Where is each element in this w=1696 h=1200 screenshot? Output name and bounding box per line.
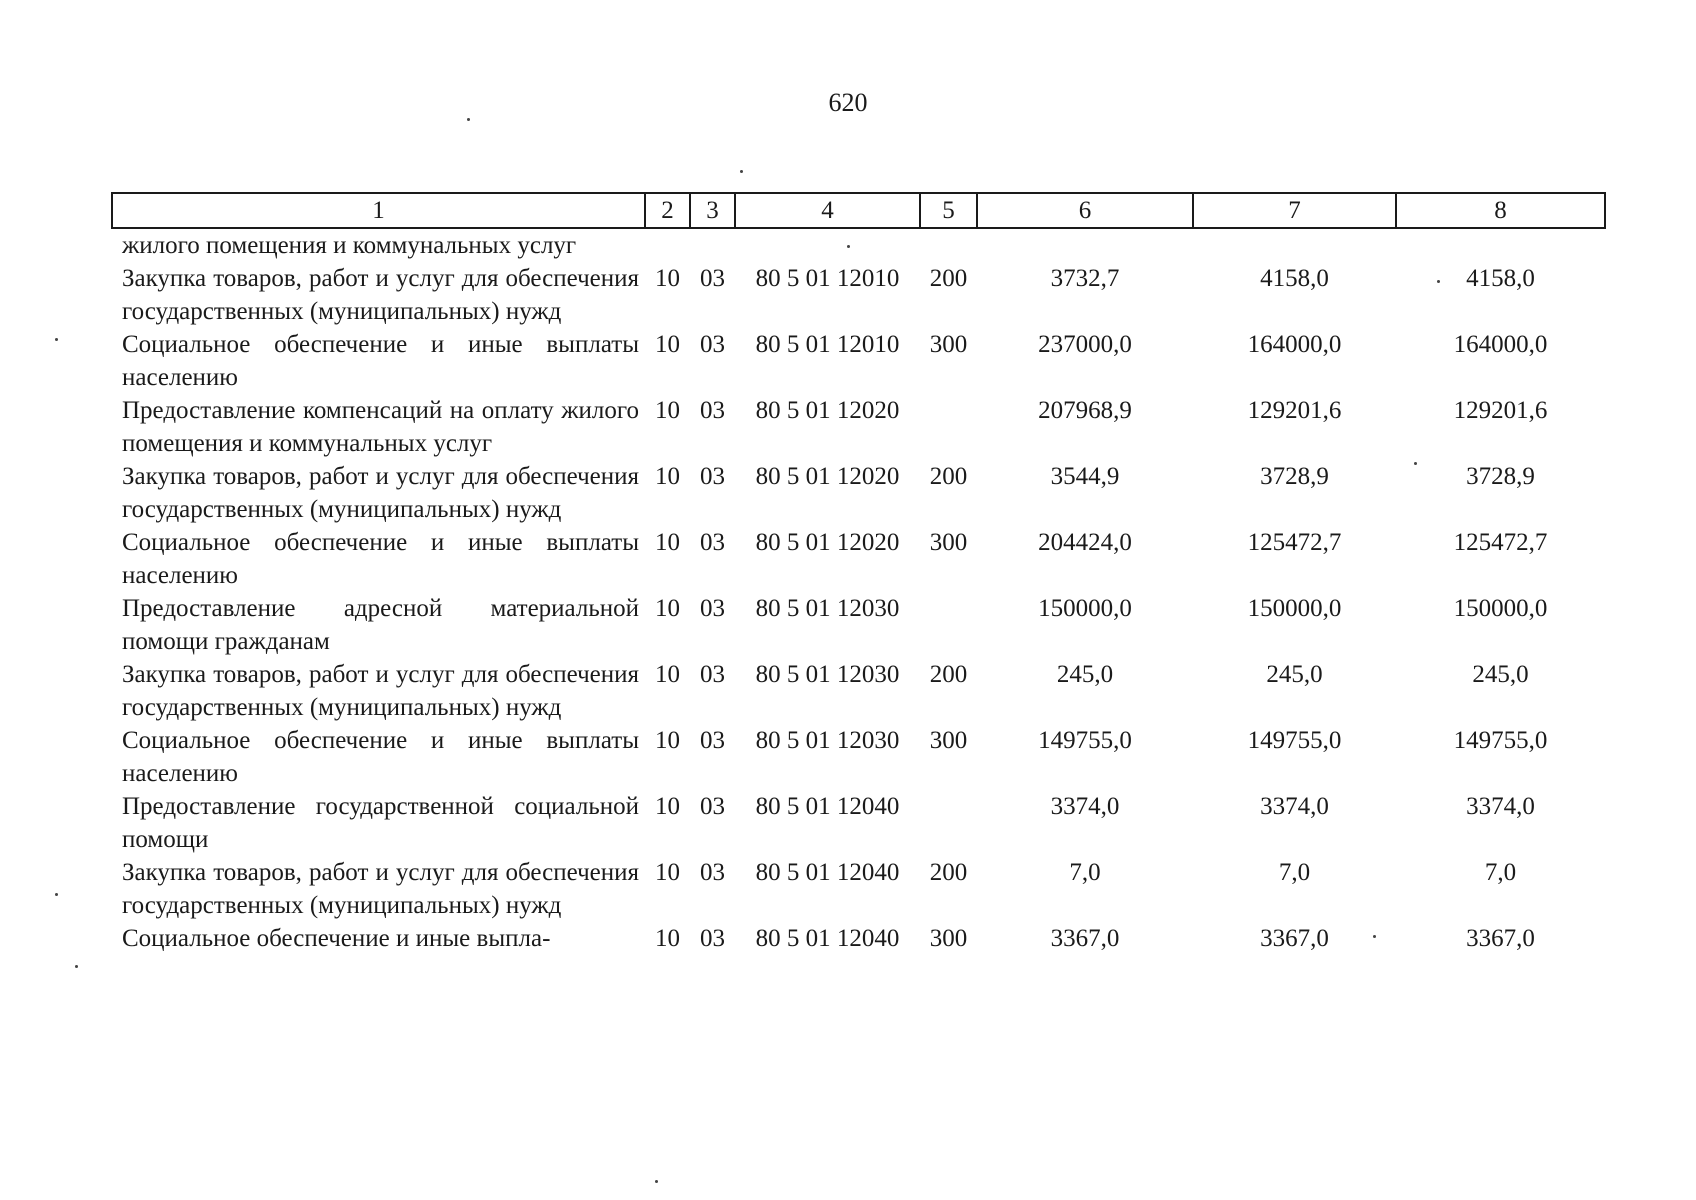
cell-c6: 204424,0 bbox=[1038, 529, 1132, 556]
cell-c5: 200 bbox=[929, 265, 968, 292]
cell-c5 bbox=[920, 394, 977, 460]
cell-c6: 237000,0 bbox=[1038, 331, 1132, 358]
page-number: 620 bbox=[828, 88, 868, 117]
table-row bbox=[112, 328, 1605, 394]
table-row bbox=[112, 922, 1605, 955]
cell-c3: 03 bbox=[700, 727, 725, 754]
row-name: Социальное обеспечение и иные выплаты населению bbox=[122, 727, 639, 787]
cell-c7: 3728,9 bbox=[1260, 463, 1329, 490]
cell-c7 bbox=[1193, 228, 1396, 262]
cell-c8 bbox=[1396, 228, 1605, 262]
cell-c6: 149755,0 bbox=[1038, 727, 1132, 754]
cell-c4: 80 5 01 12010 bbox=[755, 265, 900, 292]
cell-c2: 10 bbox=[655, 925, 680, 952]
row-name: Закупка товаров, работ и услуг для обеспечения государственных (муниципальных) нужд bbox=[122, 265, 639, 325]
column-header: 4 bbox=[735, 193, 920, 228]
cell-c5 bbox=[920, 790, 977, 856]
cell-c8: 3374,0 bbox=[1466, 793, 1535, 820]
cell-c8: 164000,0 bbox=[1453, 331, 1548, 358]
budget-table bbox=[111, 192, 1606, 955]
scan-speck bbox=[1437, 280, 1440, 283]
column-header: 5 bbox=[920, 193, 977, 228]
cell-c2: 10 bbox=[655, 397, 680, 424]
column-header: 6 bbox=[977, 193, 1193, 228]
cell-c2: 10 bbox=[655, 859, 680, 886]
cell-c4: 80 5 01 12040 bbox=[755, 859, 900, 886]
cell-c2: 10 bbox=[655, 265, 680, 292]
row-name: Социальное обеспечение и иные выплаты населению bbox=[122, 529, 639, 589]
cell-c5: 300 bbox=[929, 727, 968, 754]
cell-c8: 3728,9 bbox=[1466, 463, 1535, 490]
cell-c7: 3367,0 bbox=[1260, 925, 1329, 952]
cell-c6: 7,0 bbox=[1069, 859, 1101, 886]
cell-c2: 10 bbox=[655, 661, 680, 688]
cell-c3: 03 bbox=[700, 925, 725, 952]
cell-c3: 03 bbox=[700, 331, 725, 358]
cell-c2: 10 bbox=[655, 727, 680, 754]
row-name: жилого помещения и коммунальных услуг bbox=[122, 232, 577, 259]
scan-speck bbox=[55, 338, 58, 341]
cell-c3: 03 bbox=[700, 265, 725, 292]
cell-c6: 150000,0 bbox=[1038, 595, 1132, 622]
table-row bbox=[112, 790, 1605, 856]
cell-c5: 200 bbox=[929, 661, 968, 688]
cell-c8: 149755,0 bbox=[1453, 727, 1548, 754]
cell-c3 bbox=[690, 228, 735, 262]
cell-c4: 80 5 01 12020 bbox=[755, 397, 900, 424]
table-row bbox=[112, 592, 1605, 658]
table-row bbox=[112, 658, 1605, 724]
table-row bbox=[112, 526, 1605, 592]
cell-c7: 164000,0 bbox=[1247, 331, 1342, 358]
cell-c7: 3374,0 bbox=[1260, 793, 1329, 820]
scan-speck bbox=[1414, 462, 1417, 465]
scan-speck bbox=[740, 170, 743, 173]
cell-c4: 80 5 01 12040 bbox=[755, 793, 900, 820]
cell-c6: 207968,9 bbox=[1038, 397, 1132, 424]
table-row bbox=[112, 724, 1605, 790]
cell-c3: 03 bbox=[700, 859, 725, 886]
cell-c4 bbox=[735, 228, 920, 262]
row-name: Социальное обеспечение и иные выпла- bbox=[122, 925, 551, 952]
table-row bbox=[112, 856, 1605, 922]
cell-c4: 80 5 01 12020 bbox=[755, 463, 900, 490]
table-row bbox=[112, 228, 1605, 262]
cell-c7: 129201,6 bbox=[1247, 397, 1342, 424]
cell-c3: 03 bbox=[700, 397, 725, 424]
row-name: Закупка товаров, работ и услуг для обеспечения государственных (муниципальных) нужд bbox=[122, 463, 639, 523]
column-header: 8 bbox=[1396, 193, 1605, 228]
cell-c6: 245,0 bbox=[1056, 661, 1114, 688]
column-header: 2 bbox=[645, 193, 690, 228]
cell-c6: 3367,0 bbox=[1050, 925, 1120, 952]
cell-c2: 10 bbox=[655, 793, 680, 820]
cell-c6: 3732,7 bbox=[1050, 265, 1120, 292]
cell-c5: 200 bbox=[929, 463, 968, 490]
cell-c3: 03 bbox=[700, 529, 725, 556]
cell-c4: 80 5 01 12040 bbox=[755, 925, 900, 952]
cell-c8: 150000,0 bbox=[1453, 595, 1548, 622]
cell-c5 bbox=[920, 592, 977, 658]
cell-c8: 4158,0 bbox=[1466, 265, 1535, 292]
scan-speck bbox=[655, 1180, 658, 1183]
table-row bbox=[112, 394, 1605, 460]
cell-c4: 80 5 01 12020 bbox=[755, 529, 900, 556]
cell-c3: 03 bbox=[700, 661, 725, 688]
row-name: Предоставление государственной социальной помощи bbox=[122, 793, 639, 853]
cell-c2: 10 bbox=[655, 529, 680, 556]
cell-c4: 80 5 01 12030 bbox=[755, 595, 900, 622]
cell-c5: 200 bbox=[929, 859, 968, 886]
table-header-row bbox=[112, 193, 1605, 228]
row-name: Закупка товаров, работ и услуг для обеспечения государственных (муниципальных) нужд bbox=[122, 859, 639, 919]
cell-c2 bbox=[645, 228, 690, 262]
cell-c5: 300 bbox=[929, 925, 968, 952]
cell-c6: 3374,0 bbox=[1050, 793, 1120, 820]
scan-speck bbox=[467, 118, 470, 121]
row-name: Предоставление компенсаций на оплату жилого помещения и коммунальных услуг bbox=[122, 397, 639, 457]
cell-c8: 125472,7 bbox=[1453, 529, 1548, 556]
row-name: Социальное обеспечение и иные выплаты населению bbox=[122, 331, 639, 391]
cell-c6: 3544,9 bbox=[1050, 463, 1120, 490]
cell-c7: 150000,0 bbox=[1247, 595, 1342, 622]
cell-c7: 4158,0 bbox=[1260, 265, 1329, 292]
cell-c6 bbox=[977, 228, 1193, 262]
cell-c7: 7,0 bbox=[1278, 859, 1311, 886]
cell-c2: 10 bbox=[655, 595, 680, 622]
cell-c2: 10 bbox=[655, 331, 680, 358]
column-header: 1 bbox=[112, 193, 645, 228]
cell-c4: 80 5 01 12030 bbox=[755, 661, 900, 688]
cell-c4: 80 5 01 12010 bbox=[755, 331, 900, 358]
cell-c5: 300 bbox=[929, 331, 968, 358]
row-name: Закупка товаров, работ и услуг для обеспечения государственных (муниципальных) нужд bbox=[122, 661, 639, 721]
scan-speck bbox=[55, 893, 58, 896]
row-name: Предоставление адресной материальной помощи гражданам bbox=[122, 595, 639, 655]
cell-c7: 149755,0 bbox=[1247, 727, 1342, 754]
cell-c8: 7,0 bbox=[1484, 859, 1517, 886]
scan-speck bbox=[75, 965, 78, 968]
cell-c8: 3367,0 bbox=[1466, 925, 1535, 952]
scan-speck bbox=[1373, 935, 1376, 938]
table-row bbox=[112, 262, 1605, 328]
scan-speck bbox=[847, 245, 850, 248]
cell-c3: 03 bbox=[700, 793, 725, 820]
cell-c3: 03 bbox=[700, 463, 725, 490]
cell-c8: 245,0 bbox=[1472, 661, 1529, 688]
cell-c3: 03 bbox=[700, 595, 725, 622]
column-header: 7 bbox=[1193, 193, 1396, 228]
cell-c5 bbox=[920, 228, 977, 262]
cell-c7: 245,0 bbox=[1266, 661, 1323, 688]
cell-c2: 10 bbox=[655, 463, 680, 490]
cell-c5: 300 bbox=[929, 529, 968, 556]
cell-c8: 129201,6 bbox=[1453, 397, 1548, 424]
column-header: 3 bbox=[690, 193, 735, 228]
table-row bbox=[112, 460, 1605, 526]
cell-c7: 125472,7 bbox=[1247, 529, 1342, 556]
cell-c4: 80 5 01 12030 bbox=[755, 727, 900, 754]
